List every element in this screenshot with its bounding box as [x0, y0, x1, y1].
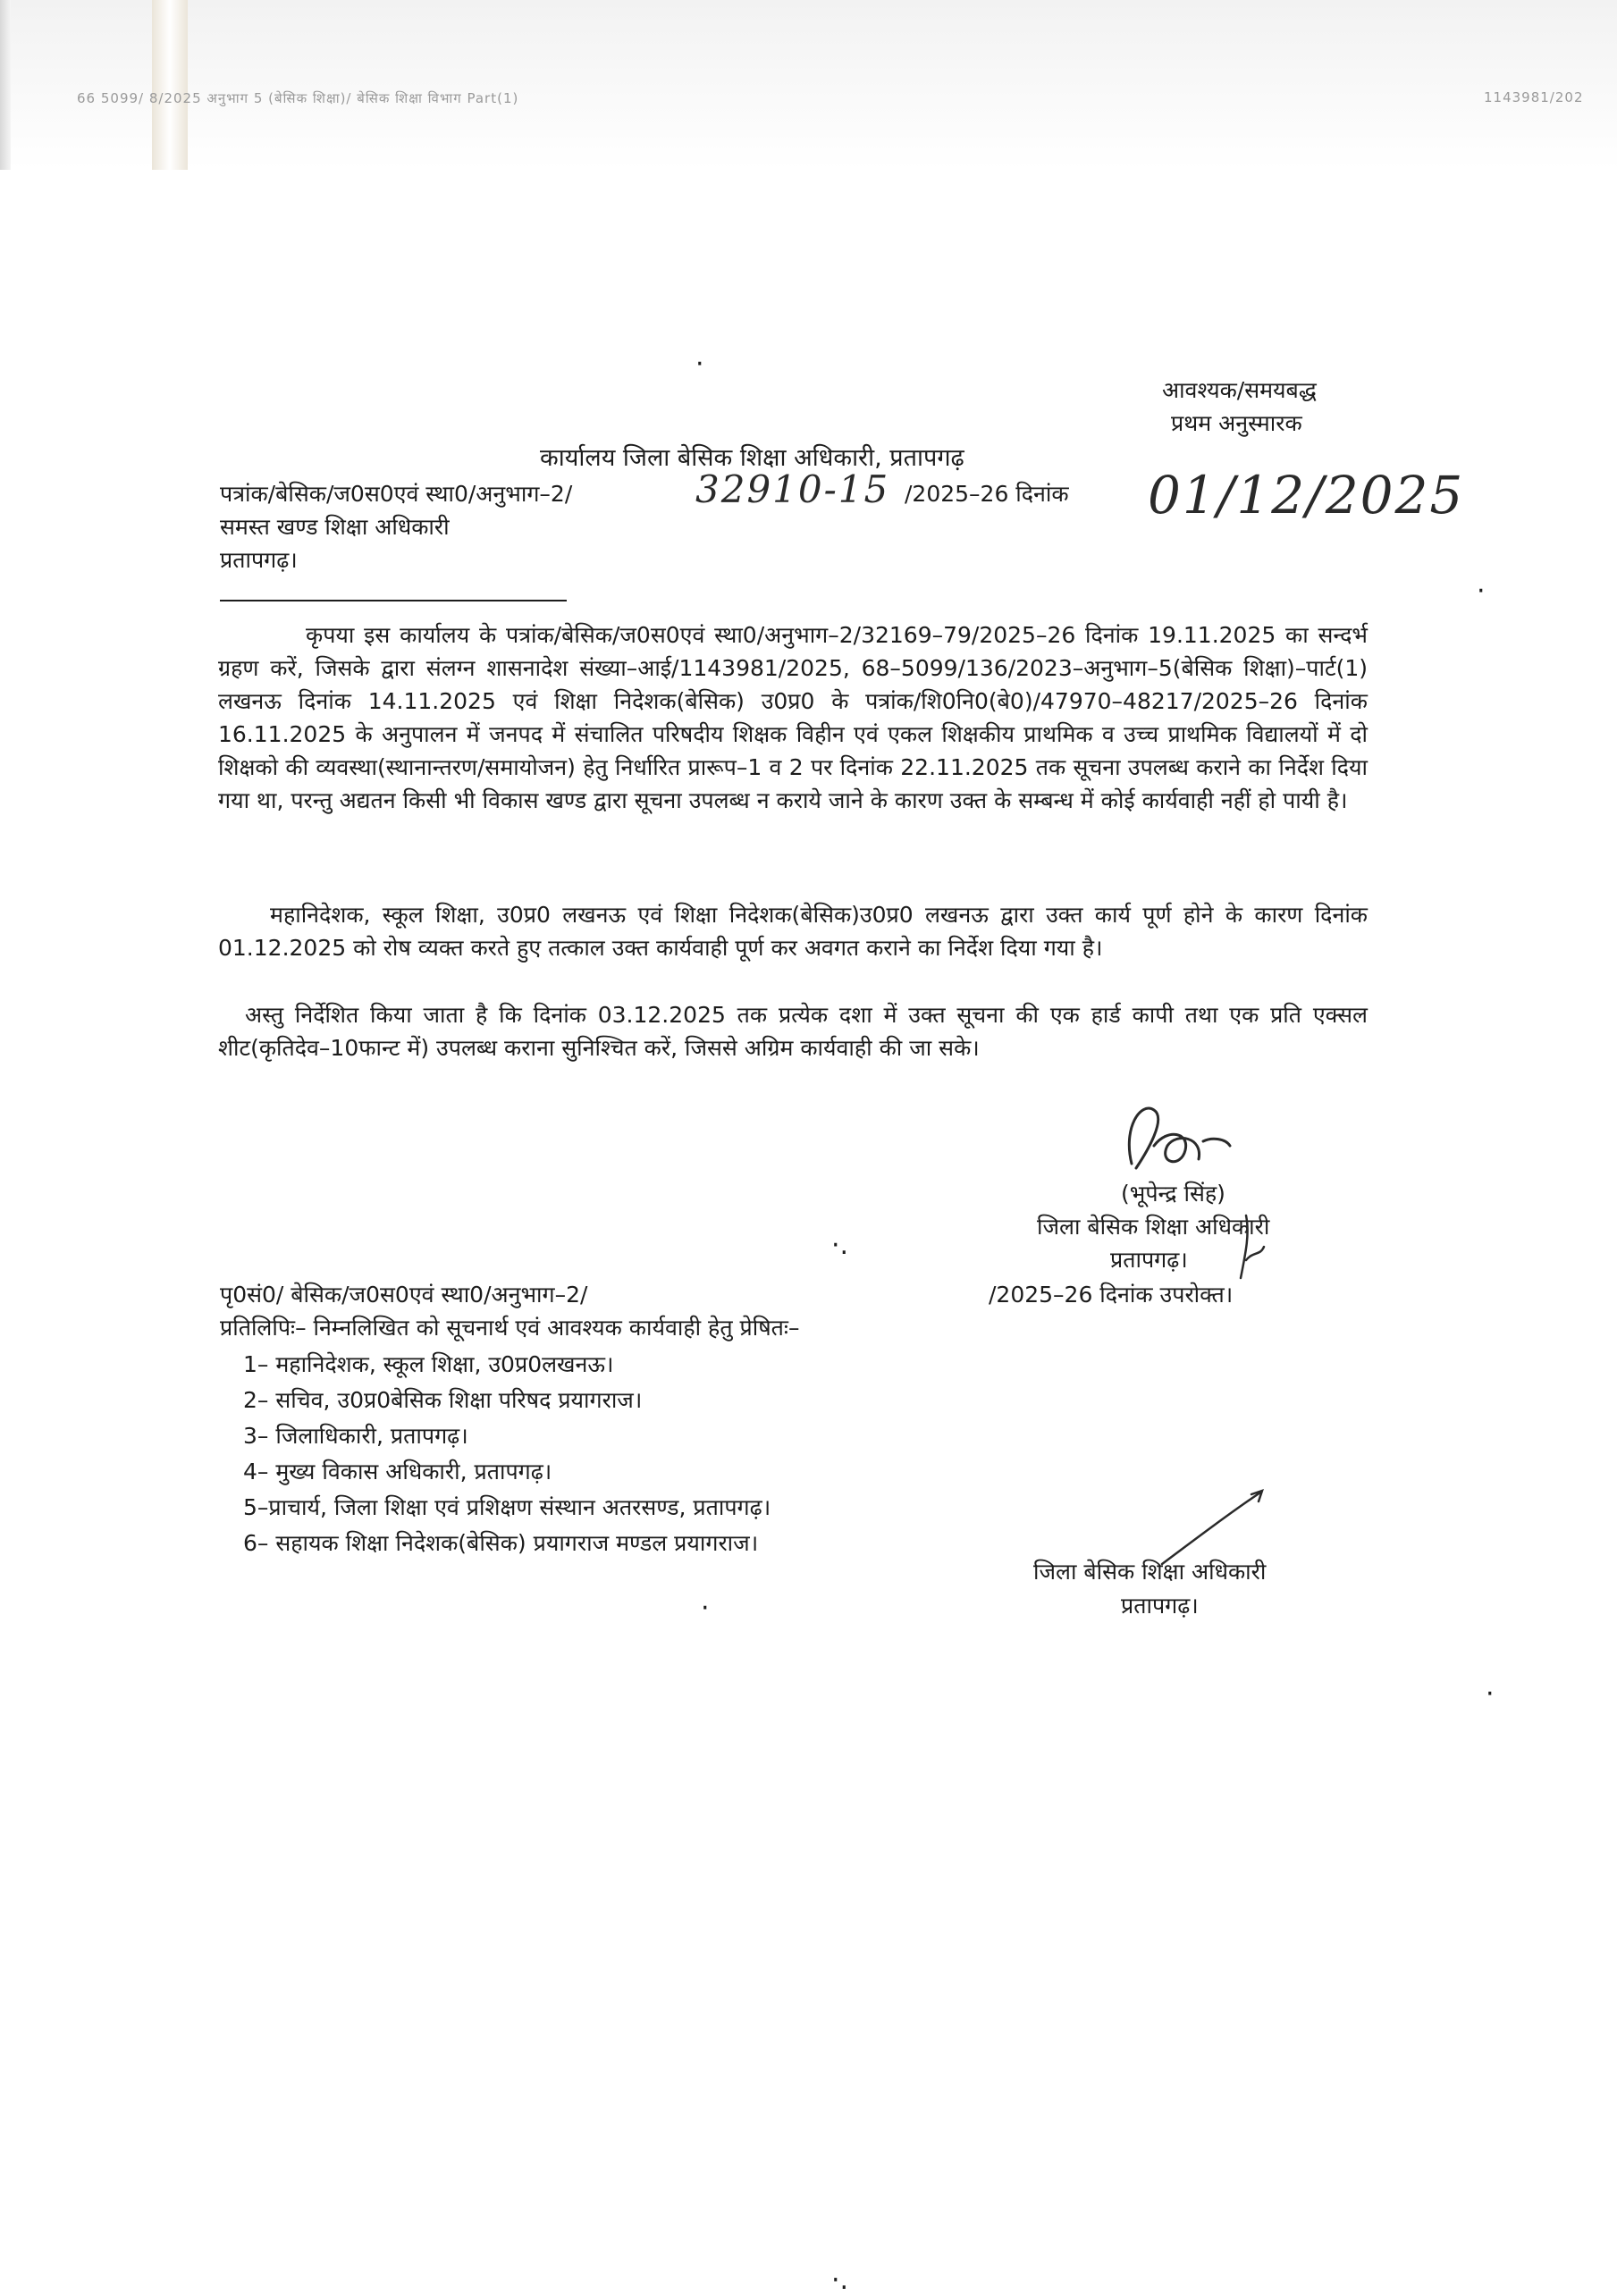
scan-left-edge — [0, 0, 11, 170]
faded-header-text-right: 1143981/202 — [1484, 89, 1584, 105]
list-item: 5–प्राचार्य, जिला शिक्षा एवं प्रशिक्षण संस्थान अतरसण्ड, प्रतापगढ़। — [243, 1494, 771, 1520]
list-item: 2– सचिव, उ0प्र0बेसिक शिक्षा परिषद प्रयागराज। — [243, 1387, 643, 1413]
list-item: 4– मुख्य विकास अधिकारी, प्रतापगढ़। — [243, 1459, 552, 1484]
letter-ref-prefix: पत्रांक/बेसिक/ज0स0एवं स्था0/अनुभाग–2/ — [220, 481, 573, 507]
initial-mark — [1234, 1207, 1269, 1287]
priority-urgent-label: आवश्यक/समयबद्ध — [1162, 377, 1317, 403]
footer-designation: जिला बेसिक शिक्षा अधिकारी — [1033, 1559, 1267, 1585]
footer-place: प्रतापगढ़। — [1121, 1593, 1199, 1619]
office-title: कार्यालय जिला बेसिक शिक्षा अधिकारी, प्रतापगढ़ — [540, 444, 964, 472]
signatory-designation: जिला बेसिक शिक्षा अधिकारी — [1037, 1214, 1270, 1240]
stray-mark: ·. — [831, 2265, 849, 2296]
body-paragraph-1: कृपया इस कार्यालय के पत्रांक/बेसिक/ज0स0एवं स्था0/अनुभाग–2/32169–79/2025–26 दिनांक 19.11.2025 का सन्दर्भ ग्रहण करें, जिसके द्वारा संलग्न शासनादेश संख्या–आई/1143981/2025, 68–5099/136/2023–अनुभाग–5(बेसिक शिक्षा)–पार्ट(1) लखनऊ दिनांक 14.11.2025 एवं शिक्षा निदेशक(बेसिक) उ0प्र0 के पत्रांक/शि0नि0(बे0)/47970–48217/2025–26 दिनांक 16.11.2025 के अनुपालन में जनपद में संचालित परिषदीय शिक्षक विहीन एवं एकल शिक्षकीय प्राथमिक व उच्च प्राथमिक विद्यालयों में दो शिक्षको की व्यवस्था(स्थानान्तरण/समायोजन) हेतु निर्धारित प्रारूप–1 व 2 पर दिनांक 22.11.2025 तक सूचना उपलब्ध कराने का निर्देश दिया गया था, परन्तु अद्यतन किसी भी विकास खण्ड द्वारा सूचना उपलब्ध न कराये जाने के कारण उक्त के सम्बन्ध में कोई कार्यवाही नहीं हो पायी है। — [218, 622, 1368, 813]
copy-to-intro: प्रतिलिपिः– निम्नलिखित को सूचनार्थ एवं आवश्यक कार्यवाही हेतु प्रेषितः– — [220, 1315, 800, 1341]
stray-mark: · — [1477, 576, 1486, 607]
list-item: 1– महानिदेशक, स्कूल शिक्षा, उ0प्र0लखनऊ। — [243, 1351, 614, 1377]
body-paragraph-2: महानिदेशक, स्कूल शिक्षा, उ0प्र0 लखनऊ एवं शिक्षा निदेशक(बेसिक)उ0प्र0 लखनऊ द्वारा उक्त कार्य पूर्ण होने के कारण दिनांक 01.12.2025 को रोष व्यक्त करते हुए तत्काल उक्त कार्यवाही पूर्ण कर अवगत कराने का निर्देश दिया गया है। — [218, 902, 1368, 961]
handwritten-letter-number: 32910-15 — [695, 467, 890, 511]
endorsement-ref-right: /2025–26 दिनांक उपरोक्त। — [989, 1282, 1234, 1308]
body-paragraph-3: अस्तु निर्देशित किया जाता है कि दिनांक 03.12.2025 तक प्रत्येक दशा में उक्त सूचना की एक हार्ड कापी तथा एक प्रति एक्सल शीट(कृतिदेव–10फान्ट में) उपलब्ध कराना सुनिश्चित करें, जिससे अग्रिम कार्यवाही की जा सके। — [218, 1002, 1368, 1061]
handwritten-date: 01/12/2025 — [1148, 465, 1465, 526]
addressee-place: प्रतापगढ़। — [220, 547, 298, 573]
addressee-title: समस्त खण्ड शिक्षा अधिकारी — [220, 514, 450, 540]
addressee-underline — [220, 600, 567, 601]
stray-mark: · — [1486, 1678, 1495, 1710]
stray-mark: · — [695, 349, 704, 380]
priority-reminder-label: प्रथम अनुस्मारक — [1171, 410, 1302, 436]
scan-top-strip — [0, 0, 1617, 170]
endorsement-ref-left: पृ0सं0/ बेसिक/ज0स0एवं स्था0/अनुभाग–2/ — [220, 1282, 588, 1308]
signature-scribble — [1105, 1092, 1257, 1190]
list-item: 3– जिलाधिकारी, प्रतापगढ़। — [243, 1423, 468, 1449]
faded-header-text-left: 66 5099/ 8/2025 अनुभाग 5 (बेसिक शिक्षा)/ बेसिक शिक्षा विभाग Part(1) — [77, 90, 519, 106]
stray-mark: · — [701, 1593, 710, 1624]
scan-fold-mark — [152, 0, 188, 170]
signatory-name: (भूपेन्द्र सिंह) — [1121, 1181, 1225, 1207]
stray-mark: ·. — [831, 1230, 849, 1261]
letter-ref-suffix: /2025–26 दिनांक — [905, 481, 1069, 507]
signatory-place: प्रतापगढ़। — [1110, 1247, 1188, 1273]
list-item: 6– सहायक शिक्षा निदेशक(बेसिक) प्रयागराज मण्डल प्रयागराज। — [243, 1530, 759, 1556]
